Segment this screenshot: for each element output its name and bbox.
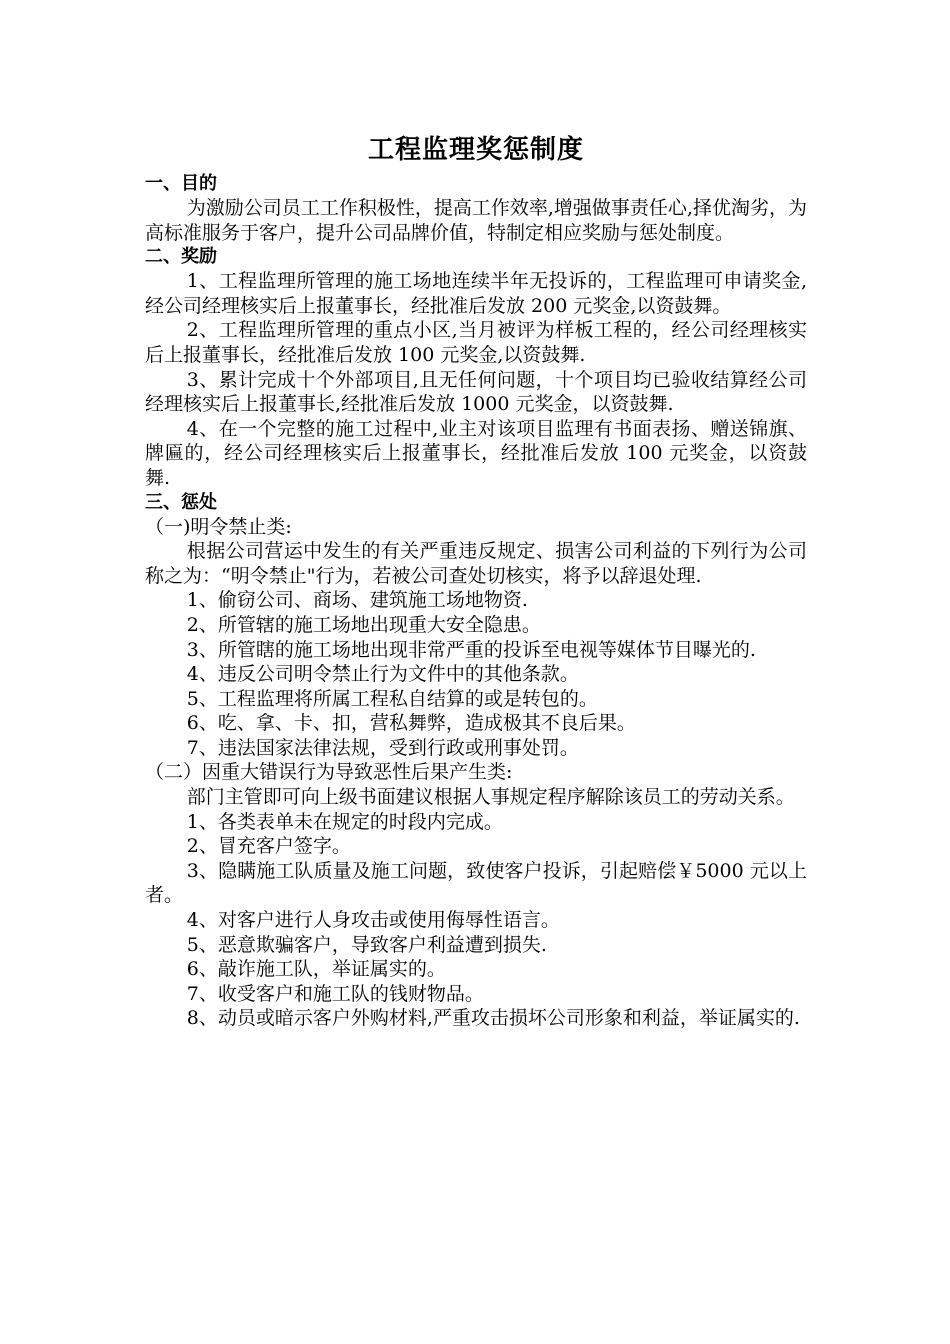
penalty-item: 3、所管瞎的施工场地出现非常严重的投诉至电视等媒体节目曝光的. [186, 638, 756, 661]
section-heading-penalties: 三、惩处 [145, 491, 217, 513]
purpose-paragraph: 为激励公司员工工作积极性，提高工作效率,增强做事责任心,择优淘劣，为高标准服务于客户，提升公司品牌价值，特制定相应奖励与惩处制度。 [145, 197, 807, 244]
section-heading-rewards: 二、奖励 [145, 246, 217, 268]
penalty-item: 6、吃、拿、卡、扣，营私舞弊，造成极其不良后果。 [186, 712, 636, 735]
reward-item: 3、累计完成十个外部项目,且无任何问题，十个项目均已验收结算经公司经理核实后上报董事长,经批准后发放 1000 元奖金，以资鼓舞. [145, 368, 807, 416]
penalty-item: 2、所管辖的施工场地出现重大安全隐患。 [186, 613, 541, 636]
document-title: 工程监理奖惩制度 [367, 135, 584, 165]
penalty-item: 1、各类表单未在规定的时段内完成。 [186, 810, 503, 833]
reward-item: 4、在一个完整的施工过程中,业主对该项目监理有书面表扬、赠送锦旗、牌匾的，经公司经理核实后上报董事长，经批准后发放 100 元奖金，以资鼓舞. [145, 417, 807, 489]
penalty-group-title: （一)明令禁止类: [145, 515, 292, 538]
penalty-group-title: （二）因重大错误行为导致恶性后果产生类: [145, 761, 513, 784]
penalty-item: 1、偷窃公司、商场、建筑施工场地物资. [186, 589, 528, 612]
penalty-item: 2、冒充客户签字。 [186, 835, 351, 858]
penalty-group-intro: 根据公司营运中发生的有关严重违反规定、损害公司利益的下列行为公司称之为：“明令禁止"行为，若被公司查处切核实，将予以辞退处理. [145, 540, 807, 587]
penalty-item: 5、工程监理将所属工程私自结算的或是转包的。 [186, 687, 598, 710]
reward-item: 2、工程监理所管理的重点小区,当月被评为样板工程的，经公司经理核实后上报董事长，经批准后发放 100 元奖金,以资鼓舞. [145, 319, 807, 366]
document-page [145, 130, 807, 1031]
section-heading-purpose: 一、目的 [145, 173, 217, 194]
penalty-item: 6、敲诈施工队，举证属实的。 [186, 958, 446, 981]
penalty-item: 8、动员或暗示客户外购材料,严重攻击损坏公司形象和利益，举证属实的. [186, 1007, 800, 1030]
penalty-item: 7、收受客户和施工队的钱财物品。 [186, 982, 484, 1005]
penalty-group-intro: 部门主管即可向上级书面建议根据人事规定程序解除该员工的劳动关系。 [186, 786, 795, 809]
penalty-item: 4、对客户进行人身攻击或使用侮辱性语言。 [186, 909, 560, 932]
penalty-item: 3、隐瞒施工队质量及施工问题，致使客户投诉，引起赔偿￥5000 元以上者。 [145, 859, 807, 907]
reward-item: 1、工程监理所管理的施工场地连续半年无投诉的，工程监理可申请奖金,经公司经理核实后上报董事长，经批准后发放 200 元奖金,以资鼓舞。 [145, 270, 807, 317]
penalty-item: 4、违反公司明令禁止行为文件中的其他条款。 [186, 663, 579, 686]
penalty-item: 7、违法国家法律法规，受到行政或刑事处罚。 [186, 736, 579, 759]
penalty-item: 5、恶意欺骗客户，导致客户利益遭到损失. [186, 933, 547, 956]
